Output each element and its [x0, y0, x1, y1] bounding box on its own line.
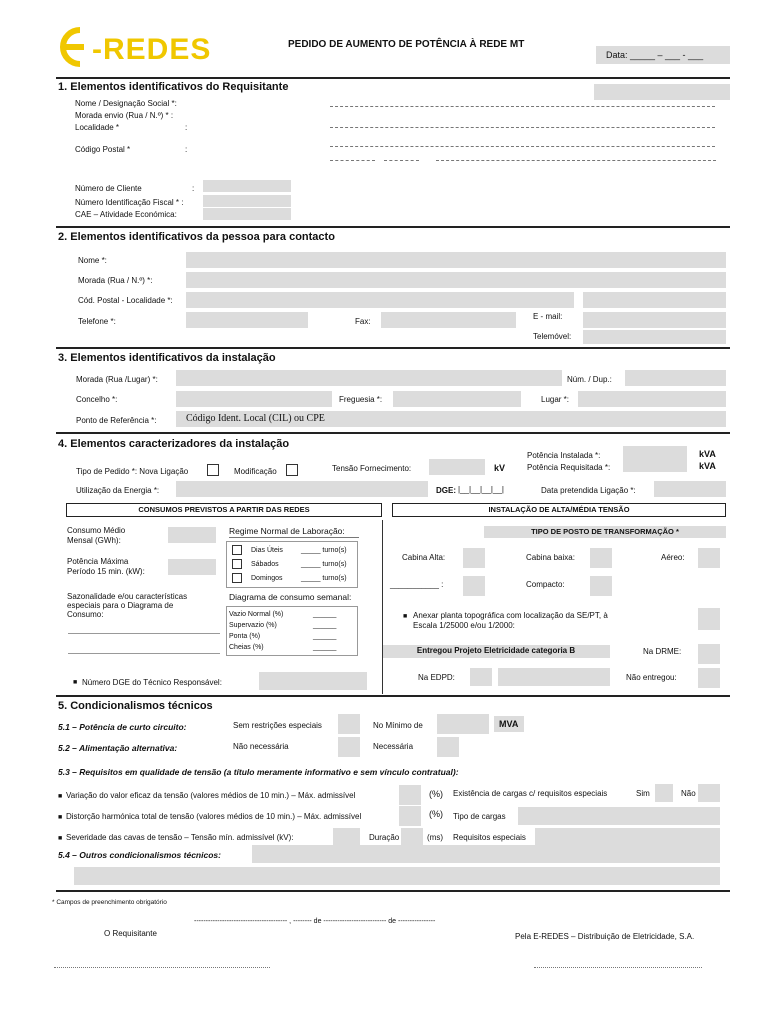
pct-1: (%)	[429, 789, 443, 799]
aereo-field[interactable]	[698, 548, 720, 568]
colon: :	[185, 123, 188, 132]
na-edpd-field[interactable]	[470, 668, 492, 686]
label-num-dge-tecnico: Número DGE do Técnico Responsável:	[82, 678, 222, 687]
rule	[56, 347, 730, 349]
label-cheias: Cheias (%)	[229, 644, 264, 651]
turnos-sabados: _____ turno(s)	[301, 561, 347, 568]
label-requisitos-especiais: Requisitos especiais	[453, 833, 526, 842]
label-na-edpd: Na EDPD:	[418, 673, 455, 682]
label-nao-necessaria: Não necessária	[233, 742, 289, 751]
label-nif: Número Identificação Fiscal * :	[75, 198, 184, 207]
label-localidade: Localidade *	[75, 123, 120, 132]
variacao-field[interactable]	[399, 785, 421, 805]
label-sazonal-1: Sazonalidade e/ou características	[67, 592, 188, 601]
supervazio-blank[interactable]: ______	[313, 622, 337, 629]
label-dias-uteis: Dias Úteis	[251, 547, 283, 554]
turnos-uteis: _____ turno(s)	[301, 547, 347, 554]
edpd-detail-field[interactable]	[498, 668, 610, 686]
colon: :	[192, 184, 195, 193]
label-sazonal-3: Consumo:	[67, 610, 104, 619]
duracao-field[interactable]	[401, 828, 423, 846]
label-variacao: Variação do valor eficaz da tensão (valores médios de 10 min.) – Máx. admissível	[66, 791, 356, 800]
nao-entregou-field[interactable]	[698, 668, 720, 688]
sazonal-line-2[interactable]	[68, 653, 220, 654]
label-no-minimo: No Mínimo de	[373, 721, 423, 730]
label-requisitante: O Requisitante	[104, 929, 157, 938]
tensao-field[interactable]	[429, 459, 485, 475]
label-utilizacao: Utilização da Energia *:	[76, 486, 160, 495]
fax-field[interactable]	[381, 312, 516, 328]
label-nome: Nome / Designação Social *:	[75, 99, 177, 108]
label-sazonal-2: especiais para o Diagrama de	[67, 601, 174, 610]
label-diagrama: Diagrama de consumo semanal:	[229, 592, 352, 602]
label-inst-morada: Morada (Rua /Lugar) *:	[76, 375, 158, 384]
cheias-blank[interactable]: ______	[313, 644, 337, 651]
requisitos-especiais-field[interactable]	[535, 828, 720, 846]
num-cliente-field[interactable]	[203, 180, 291, 192]
label-email: E - mail:	[533, 312, 563, 321]
section-4-title: 4. Elementos caracterizadores da instalação	[58, 438, 290, 450]
instalacao-header: INSTALAÇÃO DE ALTA/MÉDIA TENSÃO	[392, 503, 726, 517]
nao-field[interactable]	[698, 784, 720, 802]
regime-underline	[229, 537, 359, 538]
tipo-cargas-field[interactable]	[518, 807, 720, 825]
cp-line-3[interactable]	[436, 160, 716, 161]
label-contact-nome: Nome *:	[78, 256, 107, 265]
label-compacto: Compacto:	[526, 580, 565, 589]
label-telefone: Telefone *:	[78, 317, 116, 326]
contact-morada-field[interactable]	[186, 272, 726, 288]
pct-2: (%)	[429, 809, 443, 819]
label-5-3: 5.3 – Requisitos em qualidade de tensão (a título meramente informativo e sem vínculo contratual):	[58, 767, 459, 777]
section-2-title: 2. Elementos identificativos da pessoa para contacto	[58, 231, 335, 243]
label-dge: DGE:	[436, 486, 456, 495]
label-fax: Fax:	[355, 317, 371, 326]
kva-unit-2: kVA	[699, 461, 716, 471]
rule	[56, 432, 730, 434]
nome-line[interactable]	[330, 106, 715, 107]
label-concelho: Concelho *:	[76, 395, 118, 404]
cp-line-2[interactable]	[384, 160, 419, 161]
label-sabados: Sábados	[251, 561, 279, 568]
modificacao-checkbox[interactable]	[286, 464, 298, 476]
label-regime: Regime Normal de Laboração:	[229, 526, 345, 536]
vazio-blank[interactable]: ______	[313, 611, 337, 618]
label-anexar-2: Escala 1/25000 e/ou 1/2000:	[413, 621, 515, 630]
compacto-field[interactable]	[590, 576, 612, 596]
outro-posto-field[interactable]	[463, 576, 485, 596]
localidade-line[interactable]	[330, 146, 715, 147]
consumos-header: CONSUMOS PREVISTOS A PARTIR DAS REDES	[66, 503, 382, 517]
svg-text:-REDES: -REDES	[92, 33, 212, 66]
rule	[56, 695, 730, 697]
label-5-1: 5.1 – Potência de curto circuito:	[58, 722, 187, 732]
e-redes-logo-mark	[58, 26, 230, 68]
label-sem-restricoes: Sem restrições especiais	[233, 721, 322, 730]
label-aereo: Aéreo:	[661, 553, 685, 562]
utilizacao-field[interactable]	[176, 481, 428, 497]
telemovel-field[interactable]	[583, 330, 726, 344]
nif-field[interactable]	[203, 195, 291, 207]
signature-line-eredes[interactable]	[534, 967, 702, 968]
label-tipo-pedido: Tipo de Pedido *: Nova Ligação	[76, 467, 189, 476]
telefone-field[interactable]	[186, 312, 308, 328]
label-consumo-medio: Consumo Médio	[67, 526, 126, 535]
label-pot-maxima: Potência Máxima	[67, 557, 129, 566]
instalacao-divider	[382, 520, 383, 694]
regime-box-border	[226, 541, 358, 588]
kva-unit-1: kVA	[699, 449, 716, 459]
rule	[56, 226, 730, 228]
label-num-cliente: Número de Cliente	[75, 184, 142, 193]
label-num-dup: Núm. / Dup.:	[567, 375, 612, 384]
bullet: ■	[58, 814, 63, 821]
contact-nome-field[interactable]	[186, 252, 726, 268]
outros-condicionalismos-field-2[interactable]	[74, 867, 720, 885]
label-pot-requisitada: Potência Requisitada *:	[527, 463, 611, 472]
sazonal-line-1[interactable]	[68, 633, 220, 634]
no-minimo-field[interactable]	[437, 714, 489, 734]
label-nao: Não	[681, 789, 696, 798]
signature-line-requisitante[interactable]	[54, 967, 270, 968]
contact-cp-field[interactable]	[186, 292, 574, 308]
anexar-field[interactable]	[698, 608, 720, 630]
label-modificacao: Modificação	[234, 467, 277, 476]
outros-condicionalismos-field-1[interactable]	[252, 845, 720, 863]
bullet: ■	[58, 835, 63, 842]
nova-ligacao-checkbox[interactable]	[207, 464, 219, 476]
entregou-projeto-label: Entregou Projeto Eletricidade categoria B	[382, 645, 610, 658]
label-5-2: 5.2 – Alimentação alternativa:	[58, 743, 178, 753]
label-cae: CAE – Atividade Económica:	[75, 210, 177, 219]
num-dge-tecnico-field[interactable]	[259, 672, 367, 690]
label-nao-entregou: Não entregou:	[626, 673, 677, 682]
pot-maxima-field[interactable]	[168, 559, 216, 575]
turnos-domingos: _____ turno(s)	[301, 575, 347, 582]
logo	[58, 26, 230, 73]
label-sim: Sim	[636, 789, 650, 798]
necessaria-field[interactable]	[437, 737, 459, 757]
cabina-alta-field[interactable]	[463, 548, 485, 568]
consumo-field[interactable]	[168, 527, 216, 543]
label-anexar-1: Anexar planta topográfica com localização da SE/PT, à	[413, 611, 608, 620]
label-tipo-cargas: Tipo de cargas	[453, 812, 506, 821]
label-outro-posto: ___________ :	[390, 580, 444, 589]
label-cabina-alta: Cabina Alta:	[402, 553, 446, 562]
colon: :	[185, 145, 188, 154]
label-pot-instalada: Potência Instalada *:	[527, 451, 601, 460]
label-cp: Código Postal *	[75, 145, 131, 154]
num-dup-field[interactable]	[625, 370, 726, 386]
distorcao-field[interactable]	[399, 806, 421, 826]
cp-line-1[interactable]	[330, 160, 375, 161]
label-cabina-baixa: Cabina baixa:	[526, 553, 575, 562]
concelho-field[interactable]	[176, 391, 332, 407]
kv-unit: kV	[494, 463, 506, 473]
email-field[interactable]	[583, 312, 726, 328]
label-vazio: Vazio Normal (%)	[229, 611, 284, 618]
label-tensao: Tensão Fornecimento:	[332, 464, 412, 473]
label-data-ligacao: Data pretendida Ligação *:	[541, 486, 636, 495]
section-5-title: 5. Condicionalismos técnicos	[58, 700, 213, 712]
nao-necessaria-field[interactable]	[338, 737, 360, 757]
label-5-4: 5.4 – Outros condicionalismos técnicos:	[58, 850, 221, 860]
dge-boxes[interactable]: |__|__|__|__|	[458, 485, 504, 494]
label-morada: Morada envio (Rua / N.º) * :	[75, 111, 174, 120]
section-1-title: 1. Elementos identificativos do Requisitante	[58, 81, 289, 93]
label-lugar: Lugar *:	[541, 395, 570, 404]
ms-unit: (ms)	[427, 833, 443, 842]
cil-label: Código Ident. Local (CIL) ou CPE	[186, 413, 325, 424]
section-3-title: 3. Elementos identificativos da instalação	[58, 352, 276, 364]
label-duracao: Duração	[369, 833, 400, 842]
label-freguesia: Freguesia *:	[339, 395, 383, 404]
label-mensal: Mensal (GWh):	[67, 536, 121, 545]
label-ponta: Ponta (%)	[229, 633, 261, 640]
bullet: ■	[73, 679, 78, 686]
na-drme-field[interactable]	[698, 644, 720, 664]
s1-top-field[interactable]	[594, 84, 730, 100]
form-title: PEDIDO DE AUMENTO DE POTÊNCIA À REDE MT	[288, 39, 525, 50]
header-rule	[56, 77, 730, 79]
mandatory-note: * Campos de preenchimento obrigatório	[52, 899, 167, 906]
label-necessaria: Necessária	[373, 742, 414, 751]
label-contact-cp: Cód. Postal - Localidade *:	[78, 296, 173, 305]
data-ligacao-field[interactable]	[654, 481, 726, 497]
label-pela-eredes: Pela E-REDES – Distribuição de Eletricidade, S.A.	[515, 932, 695, 941]
freguesia-field[interactable]	[393, 391, 521, 407]
date-place-line[interactable]: ---------------------------------------- , -------- de --------------------------- de ----------------	[194, 918, 436, 925]
contact-localidade-field[interactable]	[583, 292, 726, 308]
label-severidade: Severidade das cavas de tensão – Tensão mín. admissível (kV):	[66, 833, 294, 842]
bullet: ■	[58, 793, 63, 800]
label-domingos: Domingos	[251, 575, 283, 582]
mva-unit: MVA	[499, 719, 519, 729]
label-ponto-ref: Ponto de Referência *:	[76, 416, 157, 425]
label-cargas-especiais: Existência de cargas c/ requisitos especiais	[453, 789, 608, 798]
cae-field[interactable]	[203, 208, 291, 220]
label-telemovel: Telemóvel:	[533, 332, 572, 341]
label-distorcao: Distorção harmónica total de tensão (valores médios de 10 min.) – Máx. admissível	[66, 812, 362, 821]
date-label: Data: _____ – ___ - ___	[606, 50, 704, 60]
bullet: ■	[403, 613, 408, 620]
lugar-field[interactable]	[578, 391, 726, 407]
pot-field[interactable]	[623, 446, 687, 472]
label-contact-morada: Morada (Rua / N.º) *:	[78, 276, 153, 285]
tipo-posto-header: TIPO DE POSTO DE TRANSFORMAÇÃO *	[484, 526, 726, 538]
sem-restricoes-field[interactable]	[338, 714, 360, 734]
sim-field[interactable]	[655, 784, 673, 802]
label-supervazio: Supervazio (%)	[229, 622, 277, 629]
rule	[56, 890, 730, 892]
morada-line[interactable]	[330, 127, 715, 128]
inst-morada-field[interactable]	[176, 370, 562, 386]
cabina-baixa-field[interactable]	[590, 548, 612, 568]
ponta-blank[interactable]: ______	[313, 633, 337, 640]
label-periodo: Período 15 min. (kW):	[67, 567, 145, 576]
label-na-drme: Na DRME:	[643, 647, 682, 656]
severidade-field[interactable]	[333, 828, 360, 846]
